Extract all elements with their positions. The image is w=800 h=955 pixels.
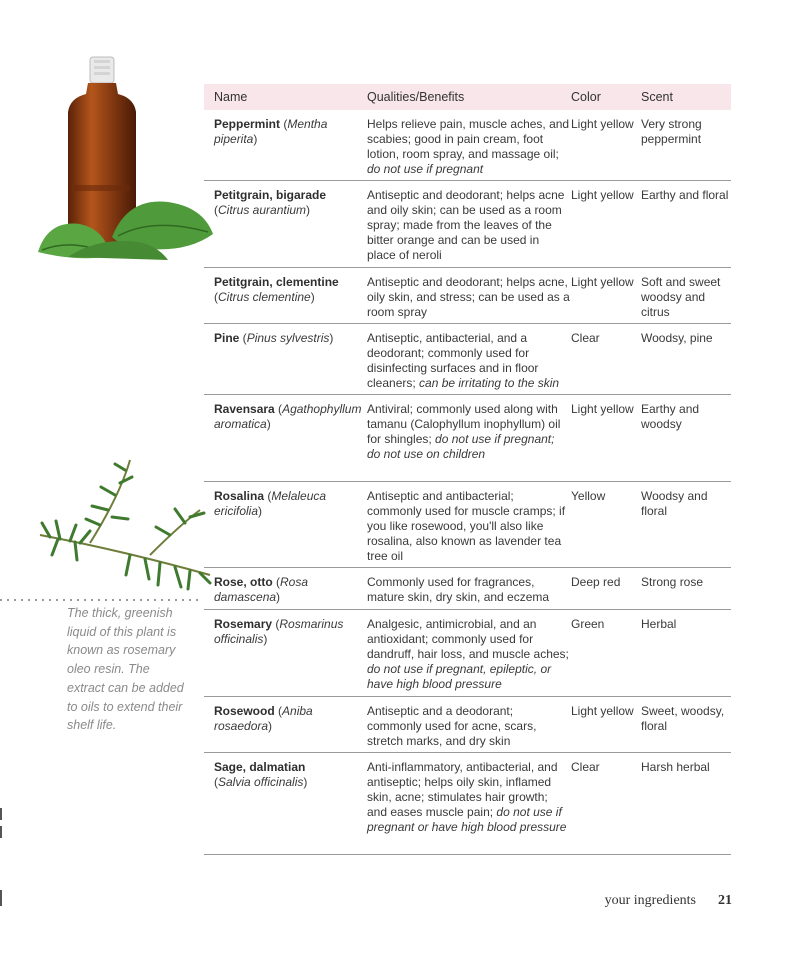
rosemary-sprig-image: [30, 455, 215, 605]
essential-oil-bottle-image: [28, 52, 218, 262]
oil-scent: Harsh herbal: [641, 760, 710, 774]
oil-common-name: Peppermint: [214, 117, 281, 131]
qualities-text: Antiseptic and deodorant; helps acne, oily skin, and stress; can be used as a room spray: [367, 275, 570, 319]
qualities-warning: can be irritating to the skin: [419, 376, 560, 390]
paren-open: (: [264, 489, 272, 503]
table-row: [204, 753, 731, 855]
oil-qualities: [367, 489, 571, 563]
oil-name: [204, 331, 367, 386]
oil-name: [204, 704, 367, 744]
paren-close: ): [263, 632, 268, 646]
oil-color: Clear: [571, 760, 600, 774]
oil-latin-name: Aniba rosaedora: [214, 704, 313, 733]
paren-close: ): [303, 775, 308, 789]
oil-scent: Woodsy, pine: [641, 331, 713, 345]
paren-open: (: [214, 775, 218, 789]
oil-common-name: Rose, otto: [214, 575, 273, 589]
header-color: Color: [571, 89, 601, 104]
paren-close: ): [266, 417, 271, 431]
oil-scent: Herbal: [641, 617, 677, 631]
oil-name: [204, 402, 367, 473]
oil-color: Light yellow: [571, 188, 634, 202]
oil-scent: Sweet, woodsy, floral: [641, 704, 725, 733]
oil-qualities: [367, 275, 571, 319]
table-row: [204, 482, 731, 568]
page-footer: [560, 893, 732, 909]
table-row: [204, 181, 731, 268]
oil-scent: Soft and sweet woodsy and citrus: [641, 275, 721, 319]
oil-qualities: [367, 188, 571, 262]
oil-scent: Earthy and woodsy: [641, 402, 700, 431]
qualities-warning: do not use if pregnant; do not use on children: [367, 432, 555, 461]
oil-latin-name: Mentha piperita: [214, 117, 328, 146]
oil-name: [204, 275, 367, 315]
header-scent: Scent: [641, 89, 673, 104]
paren-close: ): [306, 203, 311, 217]
paren-open: (: [274, 402, 283, 416]
oil-scent: Earthy and floral: [641, 188, 729, 202]
oil-common-name: Petitgrain, bigarade: [214, 188, 327, 202]
oil-name: [204, 188, 367, 259]
oil-name: [204, 489, 367, 559]
table-row: [204, 568, 731, 610]
paren-close: ): [258, 504, 263, 518]
header-qualities: Qualities/Benefits: [367, 89, 465, 104]
oil-name: [204, 760, 367, 846]
qualities-warning: do not use if pregnant or have high blood pressure: [367, 805, 567, 834]
oil-latin-name: Melaleuca ericifolia: [214, 489, 327, 518]
qualities-text: Antiviral; commonly used along with tamanu (Calophyllum inophyllum) oil for shingles;: [367, 402, 561, 446]
paren-open: (: [280, 117, 288, 131]
paren-close: ): [310, 290, 315, 304]
oil-qualities: [367, 402, 571, 473]
oil-color: Light yellow: [571, 704, 634, 718]
oil-common-name: Rosemary: [214, 617, 273, 631]
oil-qualities: [367, 117, 571, 176]
essential-oils-table: [204, 84, 731, 855]
oil-latin-name: Agathophyllum aromatica: [214, 402, 362, 431]
oil-qualities: [367, 617, 571, 691]
oil-color: Light yellow: [571, 402, 634, 416]
paren-open: (: [272, 575, 281, 589]
oil-common-name: Ravensara: [214, 402, 275, 416]
paren-open: (: [214, 290, 218, 304]
paren-close: ): [329, 331, 334, 345]
page-edge-mark: [0, 826, 2, 838]
rosemary-caption: The thick, greenish liquid of this plant is known as rosemary oleo resin. The extract can be added to oils to extend their shelf life.: [67, 606, 184, 733]
qualities-text: Anti-inflammatory, antibacterial, and antiseptic; helps oily skin, inflamed skin, acne; stimulates hair growth; and eases muscle pain;: [367, 760, 558, 819]
table-row: [204, 395, 731, 482]
oil-latin-name: Rosmarinus officinalis: [214, 617, 344, 646]
oil-common-name: Petitgrain, clementine: [214, 275, 339, 289]
dotted-rule: [0, 597, 200, 603]
header-name: Name: [214, 89, 248, 104]
qualities-warning: do not use if pregnant: [367, 162, 484, 176]
oil-qualities: [367, 760, 571, 846]
oil-latin-name: Citrus aurantium: [218, 203, 307, 217]
oil-common-name: Pine: [214, 331, 240, 345]
table-row: [204, 610, 731, 697]
oil-common-name: Rosewood: [214, 704, 275, 718]
oil-qualities: [367, 575, 571, 604]
oil-name: [204, 117, 367, 172]
oil-common-name: Sage, dalmatian: [214, 760, 306, 774]
oil-color: Light yellow: [571, 275, 634, 289]
paren-open: (: [214, 203, 218, 217]
table-row: [204, 268, 731, 324]
paren-close: ): [276, 590, 281, 604]
oil-qualities: [367, 331, 571, 390]
oil-common-name: Rosalina: [214, 489, 265, 503]
qualities-text: Antiseptic and antibacterial; commonly used for muscle cramps; if you like rosewood, you'll also like rosalina, also known as lavender tea tree oil: [367, 489, 566, 563]
oil-latin-name: Rosa damascena: [214, 575, 309, 604]
oil-qualities: [367, 704, 571, 748]
paren-open: (: [272, 617, 280, 631]
qualities-text: Antiseptic, antibacterial, and a deodorant; commonly used for disinfecting surfaces and in floor cleaners;: [367, 331, 539, 390]
paren-close: ): [268, 719, 273, 733]
oil-color: Deep red: [571, 575, 621, 589]
qualities-text: Analgesic, antimicrobial, and an antioxidant; commonly used for dandruff, hair loss, and muscle aches;: [367, 617, 569, 661]
table-row: [204, 110, 731, 181]
oil-name: [204, 617, 367, 688]
oil-color: Light yellow: [571, 117, 634, 131]
oil-latin-name: Pinus sylvestris: [246, 331, 330, 345]
qualities-text: Antiseptic and a deodorant; commonly used for acne, scars, stretch marks, and dry skin: [367, 704, 537, 748]
page-edge-mark: [0, 808, 2, 820]
paren-open: (: [239, 331, 247, 345]
table-row: [204, 324, 731, 395]
oil-name: [204, 575, 367, 604]
qualities-text: Helps relieve pain, muscle aches, and scabies; good in pain cream, foot lotion, room spray, and massage oil;: [367, 117, 570, 161]
qualities-text: Commonly used for fragrances, mature skin, dry skin, and eczema: [367, 575, 550, 604]
paren-open: (: [274, 704, 283, 718]
paren-close: ): [253, 132, 258, 146]
footer-section-title: your ingredients: [604, 893, 696, 908]
oil-scent: Very strong peppermint: [641, 117, 702, 146]
qualities-text: Antiseptic and deodorant; helps acne and oily skin; can be used as a room spray; made from the leaves of the bitter orange and can be used in place of neroli: [367, 188, 565, 262]
table-row: [204, 697, 731, 753]
oil-latin-name: Salvia officinalis: [218, 775, 304, 789]
oil-color: Clear: [571, 331, 600, 345]
page-number: 21: [718, 893, 732, 908]
qualities-warning: do not use if pregnant, epileptic, or have high blood pressure: [367, 662, 552, 691]
oil-scent: Woodsy and floral: [641, 489, 708, 518]
table-header: [204, 84, 731, 110]
oil-color: Yellow: [571, 489, 606, 503]
oil-latin-name: Citrus clementine: [218, 290, 311, 304]
oil-color: Green: [571, 617, 605, 631]
page-edge-mark: [0, 890, 2, 906]
oil-scent: Strong rose: [641, 575, 704, 589]
